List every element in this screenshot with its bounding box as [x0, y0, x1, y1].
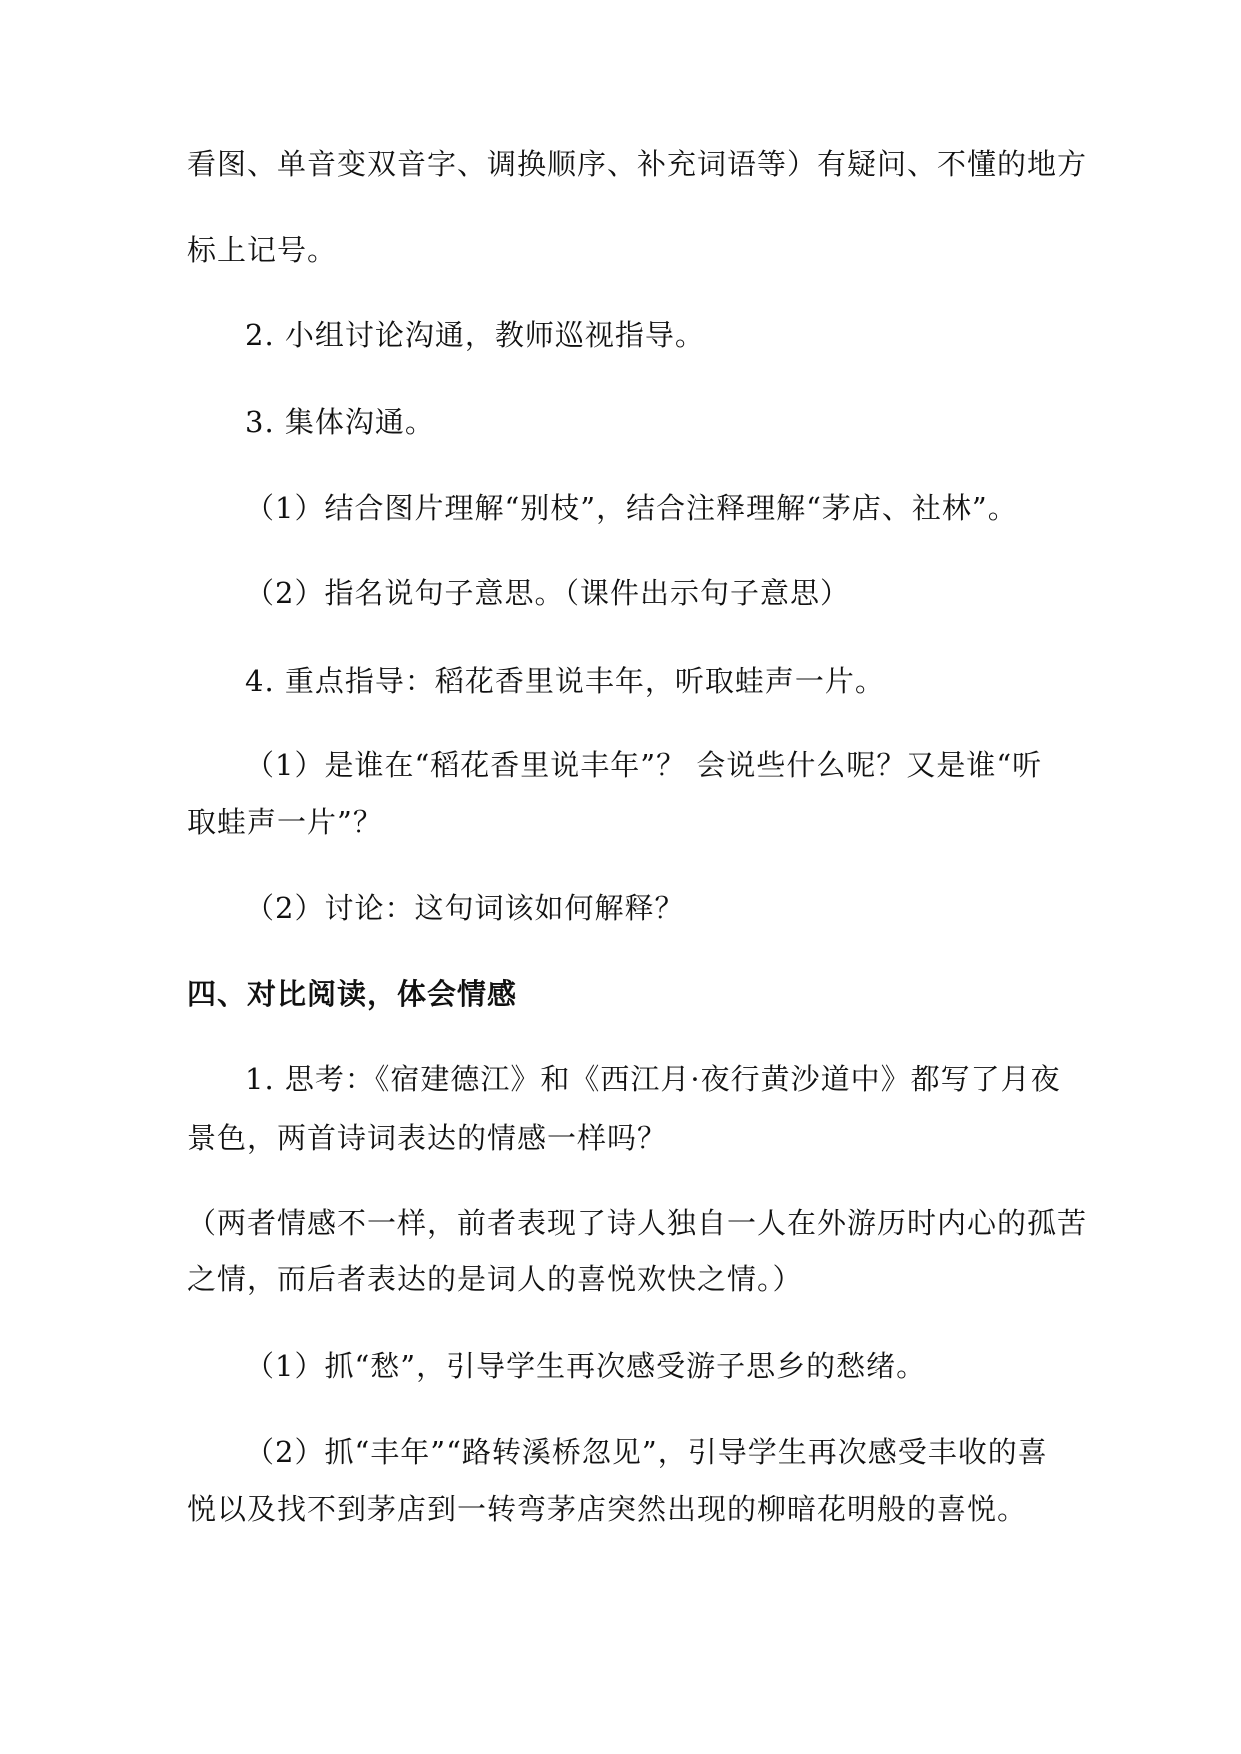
answer-line-2: 之情，而后者表达的是词人的喜悦欢快之情。） — [187, 1262, 803, 1296]
section-4-step-1-line-2: 景色，两首诗词表达的情感一样吗？ — [187, 1121, 668, 1155]
answer-line-1: （两者情感不一样，前者表现了诗人独自一人在外游历时内心的孤苦 — [187, 1206, 1088, 1240]
step-4-line: 4. 重点指导：稻花香里说丰年，听取蛙声一片。 — [245, 664, 885, 698]
step-3-sub-2: （2）指名说句子意思。（课件出示句子意思） — [245, 576, 850, 610]
section-heading: 四、对比阅读，体会情感 — [187, 977, 518, 1011]
step-3-sub-1: （1）结合图片理解“别枝”，结合注释理解“茅店、社林”。 — [245, 491, 1018, 525]
body-line-2: 标上记号。 — [187, 233, 338, 267]
body-line-1: 看图、单音变双音字、调换顺序、补充词语等）有疑问、不懂的地方 — [187, 147, 1088, 181]
step-4-sub-1-line-2: 取蛙声一片”？ — [187, 805, 383, 839]
step-2-line: 2. 小组讨论沟通，教师巡视指导。 — [245, 318, 705, 352]
step-3-line: 3. 集体沟通。 — [245, 405, 435, 439]
section-4-sub-1: （1）抓“愁”，引导学生再次感受游子思乡的愁绪。 — [245, 1349, 927, 1383]
section-4-sub-2-line-1: （2）抓“丰年”“路转溪桥忽见”，引导学生再次感受丰收的喜 — [245, 1435, 1048, 1469]
step-4-sub-1-line-1: （1）是谁在“稻花香里说丰年”？ 会说些什么呢？又是谁“听 — [245, 748, 1043, 782]
section-4-sub-2-line-2: 悦以及找不到茅店到一转弯茅店突然出现的柳暗花明般的喜悦。 — [187, 1492, 1028, 1526]
step-4-sub-2: （2）讨论：这句词该如何解释？ — [245, 891, 685, 925]
section-4-step-1-line-1: 1. 思考：《宿建德江》和《西江月·夜行黄沙道中》都写了月夜 — [245, 1062, 1061, 1096]
